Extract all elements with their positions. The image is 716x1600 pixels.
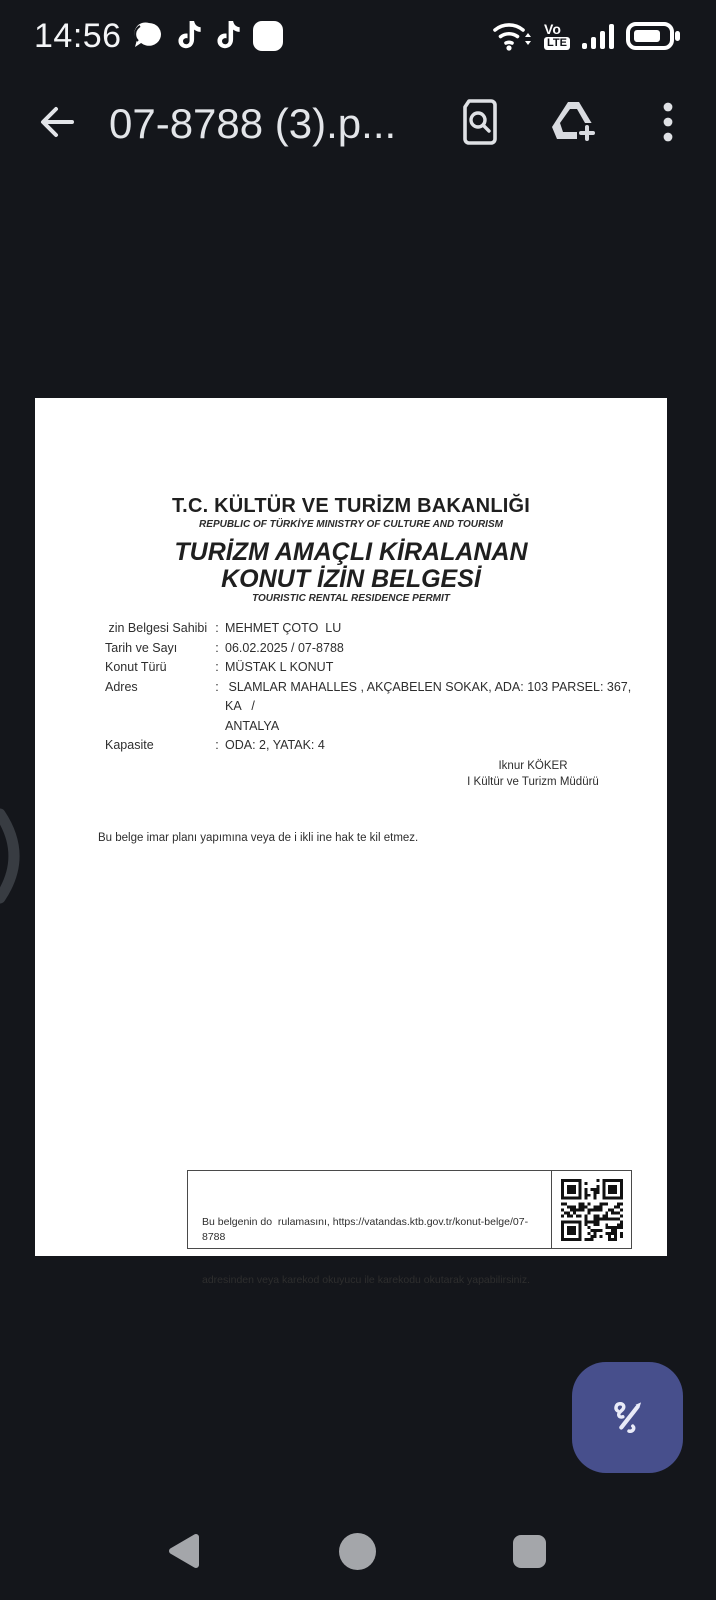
drive-add-icon <box>549 99 599 150</box>
nav-home-button[interactable] <box>339 1533 376 1570</box>
sign-fab-button[interactable] <box>572 1362 683 1473</box>
scroll-handle[interactable] <box>0 808 34 909</box>
more-options-button[interactable] <box>644 100 692 148</box>
field-row-address <box>105 678 635 737</box>
signature-pen-icon <box>605 1393 651 1442</box>
nav-back-button[interactable] <box>166 1532 202 1575</box>
rounded-square-icon <box>251 19 285 53</box>
permit-subtitle: TOURISTIC RENTAL RESIDENCE PERMIT <box>252 593 450 604</box>
music-note-icon <box>173 19 203 53</box>
field-row-residence-type <box>105 658 635 678</box>
verification-text <box>188 1171 552 1286</box>
ministry-subtitle: REPUBLIC OF TÜRKİYE MINISTRY OF CULTURE AND TOURISM <box>199 519 503 530</box>
signal-strength-icon <box>581 20 615 52</box>
field-value: ODA: 2, YATAK: 4 <box>225 738 325 752</box>
back-button[interactable] <box>33 100 81 148</box>
field-label: zin Belgesi Sahibi <box>105 621 208 635</box>
field-row-date-number <box>105 639 635 659</box>
signature-block <box>423 759 643 790</box>
volte-icon: Vo LTE <box>544 22 570 50</box>
permit-title-line1: TURİZM AMAÇLI KİRALANAN <box>174 538 528 566</box>
verification-line1: Bu belgenin do rulamasını, https://vatandas.ktb.gov.tr/konut-belge/07-8788 <box>202 1216 529 1243</box>
field-value: 06.02.2025 / 07-8788 <box>225 640 344 655</box>
field-colon: : <box>215 679 219 694</box>
field-colon: : <box>215 621 219 635</box>
verification-box <box>187 1170 632 1286</box>
document-title: 07-8788 (3).p... <box>109 100 397 147</box>
wifi-icon <box>491 19 533 53</box>
music-note-icon <box>212 19 242 53</box>
field-colon: : <box>215 660 219 674</box>
signature-name: Iknur KÖKER <box>498 760 568 772</box>
field-colon: : <box>215 640 219 655</box>
clock: 14:56 <box>34 16 122 55</box>
field-label: Tarih ve Sayı <box>105 640 178 655</box>
add-to-drive-button[interactable] <box>550 100 598 148</box>
field-label: Kapasite <box>105 738 154 752</box>
field-value: MÜSTAK L KONUT <box>225 660 334 674</box>
field-label: Konut Türü <box>105 660 167 674</box>
permit-title-line2: KONUT İZİN BELGESİ <box>221 565 481 593</box>
field-value: SLAMLAR MAHALLES , AKÇABELEN SOKAK, ADA: 103 PARSEL: 367, KA / <box>225 679 635 713</box>
status-bar <box>0 0 716 72</box>
nav-recents-button[interactable] <box>513 1535 546 1568</box>
permit-fields <box>105 619 635 756</box>
ministry-title: T.C. KÜLTÜR VE TURİZM BAKANLIĞI <box>171 495 531 517</box>
field-row-owner <box>105 619 635 639</box>
pdf-page[interactable] <box>35 398 667 1286</box>
signature-title: I Kültür ve Turizm Müdürü <box>467 775 599 788</box>
field-value: MEHMET ÇOTO LU <box>225 621 342 635</box>
legal-note: Bu belge imar planı yapımına veya de i ikli ine hak te kil etmez. <box>98 832 419 844</box>
find-in-document-icon <box>459 98 501 151</box>
field-value-line2: ANTALYA <box>225 718 280 733</box>
field-colon: : <box>215 738 219 752</box>
verification-line2: adresinden veya karekod okuyucu ile karekodu okutarak yapabilirsiniz. <box>202 1274 531 1286</box>
battery-icon <box>626 21 682 51</box>
field-row-capacity <box>105 736 635 756</box>
qr-code <box>552 1171 631 1248</box>
app-bar <box>0 72 716 176</box>
navigation-bar <box>0 1505 716 1600</box>
back-arrow-icon <box>36 101 78 148</box>
speech-bubble-icon <box>132 21 164 51</box>
overflow-menu-icon <box>663 101 673 148</box>
field-label: Adres <box>105 679 138 694</box>
find-in-document-button[interactable] <box>456 100 504 148</box>
